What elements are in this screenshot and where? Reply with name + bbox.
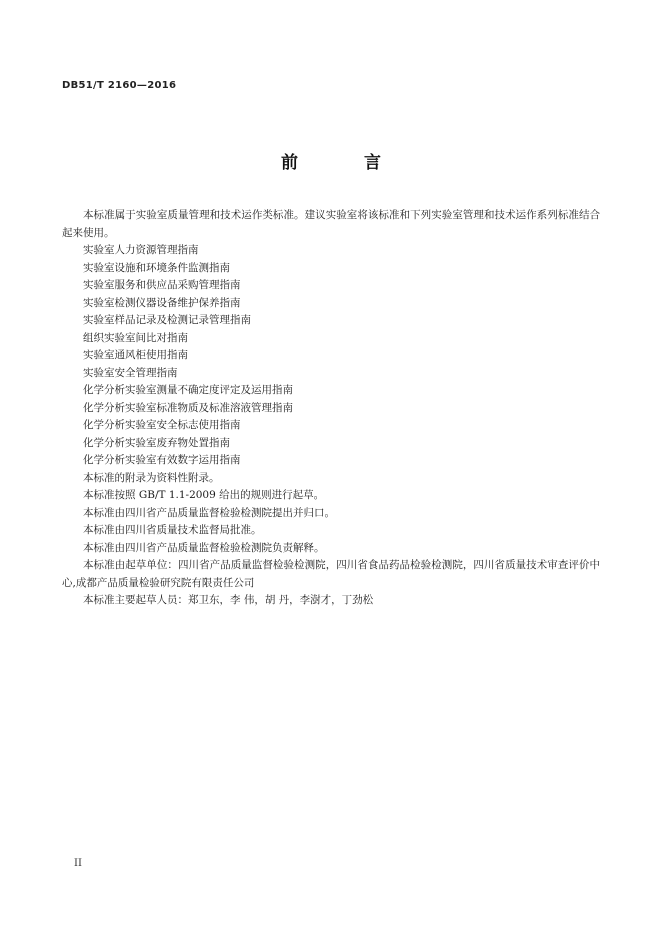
paragraph: 化学分析实验室标准物质及标准溶液管理指南	[83, 401, 293, 414]
document-code: DB51/T 2160—2016	[62, 80, 177, 91]
paragraph: 实验室通风柜使用指南	[83, 349, 188, 361]
paragraph: 本标准由起草单位：四川省产品质量监督检验检测院，四川省食品药品检验检测院，四川省质量技术审查评价中心,成都产品质量检验研究院有限责任公司	[62, 559, 600, 589]
paragraph: 化学分析实验室有效数字运用指南	[83, 454, 241, 466]
paragraph: 实验室服务和供应品采购管理指南	[83, 279, 241, 291]
paragraph: 化学分析实验室测量不确定度评定及运用指南	[83, 384, 293, 396]
paragraph: 本标准属于实验室质量管理和技术运作类标准。建议实验室将该标准和下列实验室管理和技术运作系列标准结合起来使用。	[62, 209, 600, 239]
paragraph: 组织实验室间比对指南	[83, 331, 188, 344]
paragraph: 实验室安全管理指南	[83, 366, 178, 379]
paragraph: 化学分析实验室废弃物处置指南	[83, 436, 230, 449]
paragraph: 本标准按照 GB/T 1.1-2009 给出的规则进行起草。	[83, 489, 325, 501]
page-title: 前 言	[281, 153, 411, 173]
paragraph: 实验室人力资源管理指南	[83, 244, 199, 256]
page-number: II	[74, 858, 82, 869]
paragraph: 实验室设施和环境条件监测指南	[83, 261, 230, 274]
foreword-body	[62, 207, 600, 610]
paragraph: 本标准由四川省产品质量监督检验检测院负责解释。	[83, 541, 325, 554]
paragraph: 实验室样品记录及检测记录管理指南	[83, 314, 251, 326]
paragraph: 本标准由四川省产品质量监督检验检测院提出并归口。	[83, 506, 335, 519]
paragraph: 实验室检测仪器设备维护保养指南	[83, 296, 241, 309]
paragraph: 本标准主要起草人员：郑卫东，李 伟，胡 丹，李澍才，丁劲松	[83, 594, 374, 606]
paragraph: 本标准的附录为资料性附录。	[83, 471, 220, 484]
paragraph: 化学分析实验室安全标志使用指南	[83, 419, 241, 431]
paragraph: 本标准由四川省质量技术监督局批准。	[83, 524, 262, 536]
